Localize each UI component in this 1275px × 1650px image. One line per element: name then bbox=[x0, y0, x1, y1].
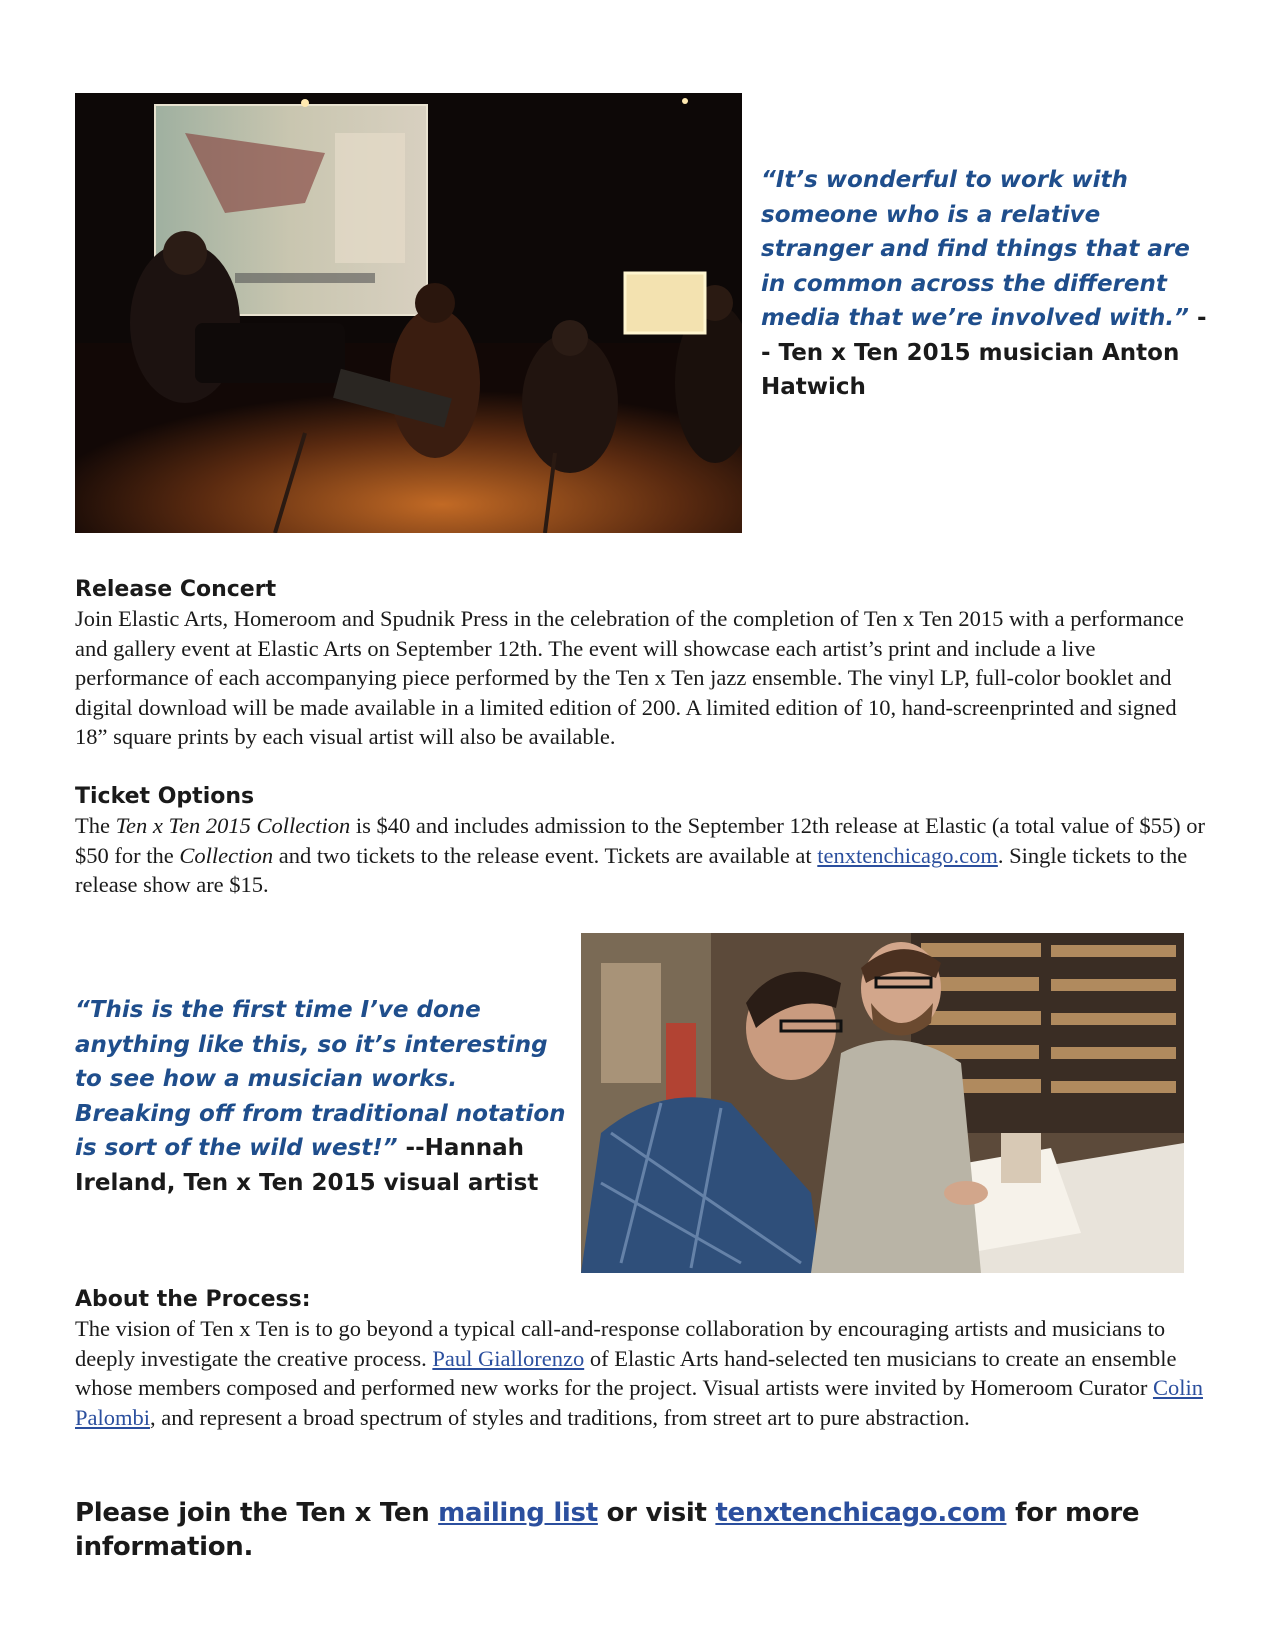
quote-attribution: -- Ten x Ten 2015 musician Anton Hatwich bbox=[761, 305, 1207, 400]
concert-stage-photo bbox=[75, 93, 742, 533]
about-process-section bbox=[75, 1286, 1205, 1432]
mailing-list-link[interactable]: mailing list bbox=[438, 1498, 598, 1528]
studio-photo bbox=[581, 933, 1184, 1273]
ticket-text: is $40 and includes admission to the September 12th release at Elastic (a total value of $55) or $50 for the bbox=[75, 813, 1205, 868]
process-text: , and represent a broad spectrum of styles and traditions, from street art to pure abstraction. bbox=[150, 1404, 970, 1430]
release-concert-section bbox=[75, 576, 1205, 752]
footer-cta bbox=[75, 1496, 1225, 1564]
about-process-body bbox=[75, 1314, 1205, 1432]
quote-hannah-ireland bbox=[75, 993, 575, 1200]
tenxtenchicago-footer-link[interactable]: tenxtenchicago.com bbox=[715, 1498, 1007, 1528]
colin-palombi-link[interactable]: Colin Palombi bbox=[75, 1375, 1203, 1430]
quote-attribution: --Hannah Ireland, Ten x Ten 2015 visual artist bbox=[75, 1135, 539, 1196]
collection-title: Collection bbox=[179, 842, 274, 868]
process-text: The vision of Ten x Ten is to go beyond a typical call-and-response collaboration by encouraging artists and musicians to deeply investigate the creative process. bbox=[75, 1316, 1166, 1371]
process-text: of Elastic Arts hand-selected ten musicians to create an ensemble whose members composed and performed new works for the project. Visual artists were invited by Homeroom Curator bbox=[75, 1345, 1177, 1400]
footer-text: Please join the Ten x Ten bbox=[75, 1498, 439, 1528]
release-concert-body: Join Elastic Arts, Homeroom and Spudnik Press in the celebration of the completion of Ten x Ten 2015 with a performance and gallery event at Elastic Arts on September 12th. The event will showcase each artist’s print and include a live performance of each accompanying piece performed by the Ten x Ten jazz ensemble. The vinyl LP, full-color booklet and digital download will be made available in a limited edition of 200. A limited edition of 10, hand-screenprinted and signed 18” square prints by each visual artist will also be available. bbox=[75, 606, 1184, 749]
tenxtenchicago-link[interactable]: tenxtenchicago.com bbox=[817, 842, 998, 868]
ticket-text: and two tickets to the release event. Tickets are available at bbox=[273, 842, 818, 868]
quote-anton-hatwich bbox=[761, 163, 1209, 405]
ticket-options-body bbox=[75, 811, 1205, 900]
ticket-text: . Single tickets to the release show are $15. bbox=[75, 842, 1188, 897]
printmaking-studio-photo bbox=[581, 933, 1184, 1273]
quote-text: “It’s wonderful to work with someone who is a relative stranger and find things that are in common across the different media that we’re involved with.” bbox=[761, 167, 1190, 331]
concert-photo bbox=[75, 93, 742, 533]
quote-text: “This is the first time I’ve done anything like this, so it’s interesting to see how a musician works. Breaking off from traditional notation is sort of the wild west!” bbox=[75, 997, 566, 1161]
footer-text: or visit bbox=[597, 1498, 716, 1528]
release-concert-heading: Release Concert bbox=[75, 577, 277, 602]
paul-giallorenzo-link[interactable]: Paul Giallorenzo bbox=[432, 1345, 585, 1371]
collection-title: Ten x Ten 2015 Collection bbox=[115, 813, 351, 838]
footer-text: for more information. bbox=[75, 1498, 1140, 1562]
ticket-text: The bbox=[75, 813, 116, 838]
ticket-options-heading: Ticket Options bbox=[75, 784, 255, 809]
ticket-options-section bbox=[75, 783, 1205, 900]
about-process-heading: About the Process: bbox=[75, 1287, 311, 1312]
